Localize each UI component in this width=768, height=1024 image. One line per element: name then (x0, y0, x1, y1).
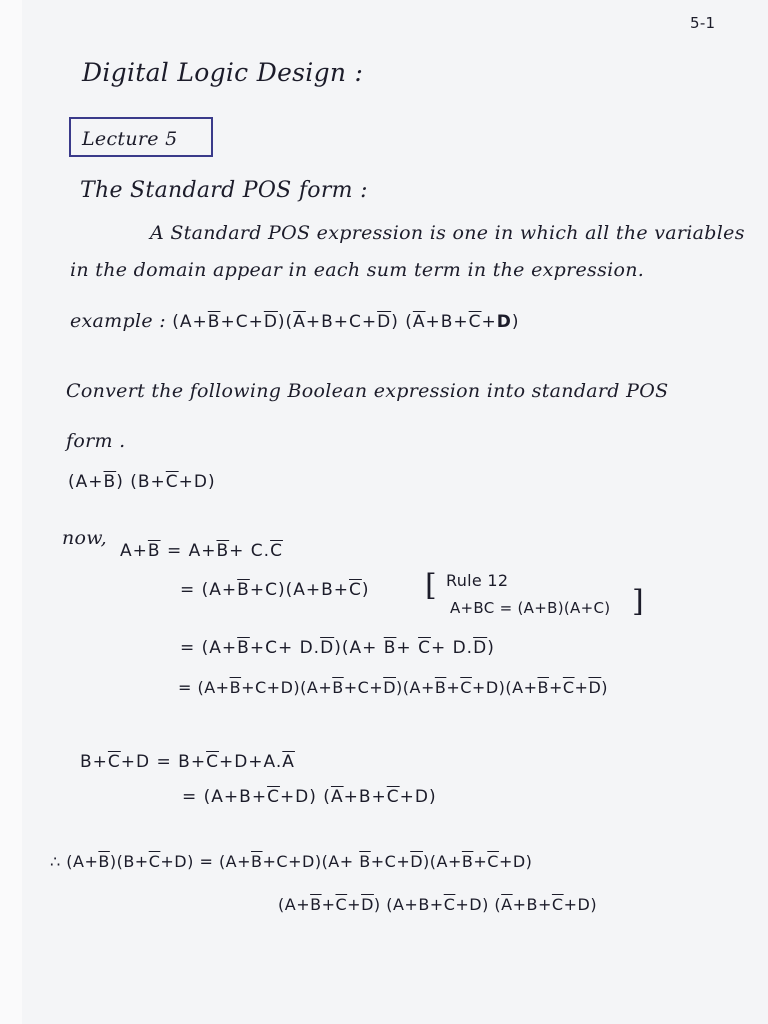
derivation-step-4: = $(A+\overline{B}+C+D)(A+\overline{B}+C+\overline{D})(A+\overline{B}+\overline{C}+D)(A+\overline{B}+\overline{C}+\overline{D})$ (178, 678, 609, 697)
definition-line-2: in the domain appear in each sum term in the expression. (70, 259, 645, 281)
rule-title: Rule 12 (446, 571, 509, 590)
result-line-2: $(A+\overline{B}+\overline{C}+\overline{D})$ $(A+B+\overline{C}+D)$ $(\overline{A}+B+\overline{C}+D)$ (278, 895, 598, 914)
instruction-line-1: Convert the following Boolean expression into standard POS (66, 380, 669, 402)
given-expression: $(A+\overline{B})$ $(B+\overline{C}+D)$ (68, 472, 216, 492)
lecture-label: Lecture 5 (82, 128, 178, 150)
derivation-step-3: = $(A+\overline{B}+C+ D.\overline{D})(A+ \overline{B}+ \overline{C}+ D.\overline{D})$ (180, 638, 495, 658)
section-heading: The Standard POS form : (80, 178, 368, 203)
rule-formula: A+BC = (A+B)(A+C) (450, 599, 611, 617)
derivation-step-5: $B+\overline{C}+D = B+\overline{C}+D+A.\overline{A}$ (80, 752, 295, 772)
example-line (70, 310, 520, 332)
rule-bracket-close: ] (632, 584, 645, 619)
page-title: Digital Logic Design : (82, 58, 364, 87)
result-line-1: ∴ $(A+\overline{B})(B+\overline{C}+D) = (A+\overline{B}+C+D)(A+ \overline{B}+C+\overline{D})(A+\overline{B}+\overline{C}+D)$ (50, 852, 533, 871)
definition-line-1: A Standard POS expression is one in which all the variables (150, 222, 745, 244)
derivation-step-6: = $(A+B+\overline{C}+D)$ $(\overline{A}+B+\overline{C}+D)$ (182, 787, 437, 807)
derivation-step-1: $A+\overline{B} = A+\overline{B}+ C.\overline{C}$ (120, 541, 283, 561)
derivation-step-2: = $(A+\overline{B}+C)(A+B+\overline{C})$ (180, 580, 370, 600)
now-label: now, (62, 527, 107, 549)
page-edge (0, 0, 22, 1024)
instruction-line-2: form . (66, 430, 126, 452)
rule-bracket-open: [ (425, 568, 438, 603)
example-expression: $(A+\overline{B}+C+\overline{D})(\overline{A}+B+C+\overline{D})$ $(\overline{A}+B+\overline{C}+D)$ (172, 312, 520, 332)
page-number: 5-1 (690, 14, 716, 32)
example-label: example : (70, 310, 166, 332)
